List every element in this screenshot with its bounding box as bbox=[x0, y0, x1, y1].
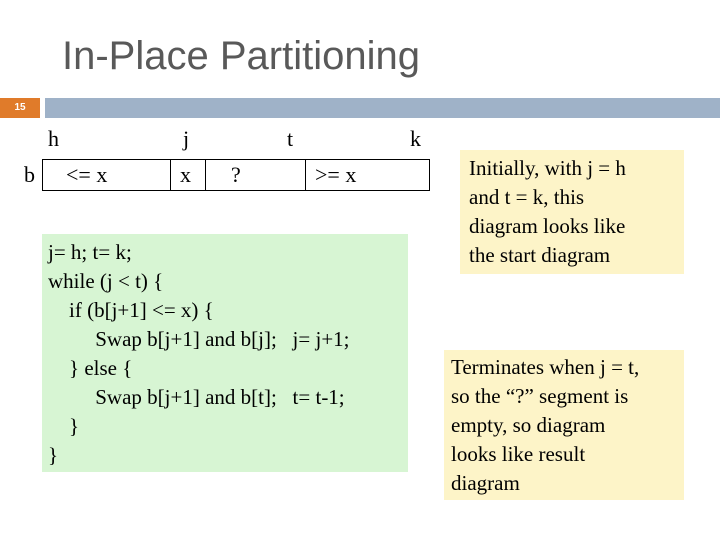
label-k: k bbox=[410, 126, 421, 151]
slide-number: 15 bbox=[14, 102, 26, 113]
segment-le-x: <= x bbox=[66, 162, 108, 187]
code-line: } else { bbox=[48, 356, 133, 380]
label-j: j bbox=[183, 126, 190, 151]
divider-j-end bbox=[205, 159, 206, 191]
code-line: } bbox=[48, 443, 59, 467]
code-line: j= h; t= k; bbox=[48, 240, 132, 264]
code-block bbox=[42, 234, 408, 472]
note-line: looks like result bbox=[451, 442, 586, 466]
note-line: so the “?” segment is bbox=[451, 384, 629, 408]
divider-t-start bbox=[305, 159, 306, 191]
note-line: and t = k, this bbox=[469, 185, 585, 209]
header-rule-bar bbox=[45, 98, 720, 118]
note-line: Terminates when j = t, bbox=[451, 355, 640, 379]
code-line: Swap b[j+1] and b[j]; j= j+1; bbox=[48, 327, 350, 351]
code-line: while (j < t) { bbox=[48, 269, 164, 293]
divider-h-end bbox=[170, 159, 171, 191]
note-initial bbox=[460, 150, 684, 274]
code-line: if (b[j+1] <= x) { bbox=[48, 298, 214, 322]
note-line: Initially, with j = h bbox=[469, 156, 626, 180]
note-line: the start diagram bbox=[469, 243, 611, 267]
label-t: t bbox=[287, 126, 294, 151]
note-line: diagram bbox=[451, 471, 520, 495]
segment-unknown: ? bbox=[231, 162, 241, 187]
note-line: empty, so diagram bbox=[451, 413, 606, 437]
segment-ge-x: >= x bbox=[315, 162, 357, 187]
label-h: h bbox=[48, 126, 59, 151]
segment-x: x bbox=[180, 162, 191, 187]
note-line: diagram looks like bbox=[469, 214, 626, 238]
label-b: b bbox=[24, 162, 35, 187]
code-line: Swap b[j+1] and b[t]; t= t-1; bbox=[48, 385, 345, 409]
code-line: } bbox=[48, 414, 80, 438]
slide-title: In-Place Partitioning bbox=[62, 34, 420, 78]
note-terminate bbox=[444, 350, 684, 500]
